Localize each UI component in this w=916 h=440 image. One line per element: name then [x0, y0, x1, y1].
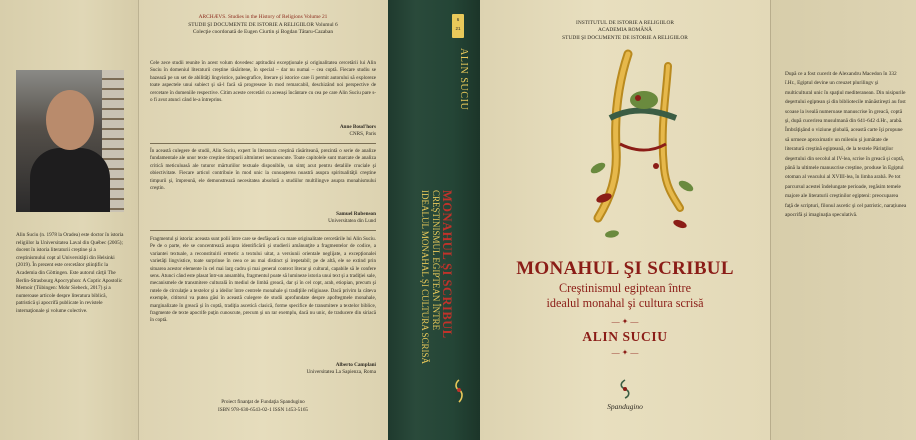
publisher-logo-icon [452, 378, 466, 404]
subtitle-line: idealul monahal şi cultura scrisă [546, 296, 704, 310]
series-info [145, 14, 381, 37]
ornament-divider-icon: — ✦ — [611, 317, 639, 326]
reviewer-name: Samuel Rubenson [336, 211, 376, 217]
academy-name: ACADEMIA ROMÂNĂ [597, 27, 653, 34]
publisher-name: Spandugino [607, 402, 643, 411]
reviewer-name: Anne Boud'hors [339, 124, 376, 130]
review-text: În această culegere de studii, Alin Suciu, expert în literatura creştină răsăriteană, prezintă o serie de analize fundamentale ale unor texte creştine timpurii altminteri necunoscute. Toate capitolele sunt marcate de analiza critică meticuloasă ale tuturor mărturiilor textuale disponibile, un simţ acut pentru detaliile cruciale şi obiectivitate. Fiecare articol contribuie în mod unic la cunoaşterea noastră asupra spiritualităţii creştine timpurii şi, împreună, ele demonstrează necesitatea absolută a studiilor multilingve asupra monahismului creştin. [150, 148, 376, 192]
author-torso [30, 148, 110, 212]
spine-title: MONAHUL ŞI SCRIBUL [440, 190, 454, 339]
publisher-logo-icon [617, 378, 633, 400]
institution-name: INSTITUTUL DE ISTORIE A RELIGIILOR [576, 20, 674, 26]
funding-note: Proiect finanţat de Fundaţia Spandugino [221, 399, 305, 405]
spine-author: ALIN SUCIU [458, 48, 469, 111]
series-name: STUDII ŞI DOCUMENTE DE ISTORIE A RELIGIILOR [562, 34, 688, 41]
reviewer-institution: CNRS, Paris [349, 131, 376, 137]
divider [150, 230, 376, 231]
fold-line [770, 0, 771, 440]
isbn: ISBN 978-630-6543-02-1 ISSN 1453-5165 [217, 407, 309, 413]
review-signature [150, 211, 376, 225]
series-line: Colecţie coordonată de Eugen Ciurtin şi Bogdan Tătaru-Cazaban [192, 29, 334, 35]
fold-line [138, 0, 139, 440]
review-text: Cele zece studii reunite în acest volum dovedesc aptitudini excepţionale şi originalitatea cercetării lui Alin Suciu în domeniul literaturii creştine răsăritene, în special – dar nu numai – cea coptă. Fiecare studiu se bazează pe un set de abilităţi lingvistice, paleografice, literare şi istorice care îi permit autorului să exploreze toate aspectele unui subiect şi să-l facă să progreseze în mod remarcabil, deschizând noi perspective de cercetare în domeniile respective. Citim aceste cercetări cu aceeaşi încântare cu cea pe care Alin Suciu pare s-o fi avut atunci când le-a întreprins. [150, 60, 376, 104]
ornament-divider-icon: — ✦ — [611, 348, 639, 357]
flap-description: După ce a fost cucerit de Alexandru Macedon în 332 î.Hr., Egiptul devine un creuzet plurilingv şi multicultural unic în spaţiul mediteranean. Din nisipurile deşertului egiptean şi din bibliotecile mănăstireşti au fost scoase la iveală numeroase manuscrise în greacă, coptă şi, după cucerirea musulmană din 641-642 d.Hr., arabă. Îmbrăţişând o viziune globală, această carte îşi propune să urmeze aproximativ un mileniu şi jumătate de literatură creştină egipteană, de la textele Părinţilor deşertului din secolul al IV-lea, scrise în greacă şi coptă, până la ultimele manuscrise creştine, produse în Egiptul otoman al veacului al XVIII-lea, în limba arabă. Pe tot parcursul acestei îndelungate perioade, regăsim temele majore ale literaturii creştinilor egipteni: preocuparea faţă de scripturi, filonul ascetic şi cel patristic, narațiunea apocrifă şi imaginaţia speculativă. [785, 71, 907, 219]
author-face [46, 90, 94, 150]
review-text: Fragmentul şi istoria: aceasta sunt polii între care se desfăşoară cu mare originalitate cercetările lui Alin Suciu. Pe de o parte, ele se concentrează asupra identificării şi studierii amănunţite a fragmentelor de codice, a variantei textuale, a reconstituirii ermetic a textului uitat, a versiunii orientale neglijate, a excepţionalei varietăţi lingvistice, toate surprinse în ceea ce au mai distinct şi irepetabil; pe de altă, ele se extind prin situarea acestor elemente în cel mai larg cadru şi mai general context literar şi cultural, capabile să le confere sens. Atunci când este plasat într-un ansamblu, fragmentul poate să lumineze istoria unui text şi a tradiţiei sale, mecanismele de transmitere culturală în mediul de limbă greacă, dar şi în cel copt, arab, etiopian, precum şi rutele de circulaţie a textelor şi a ideilor între centrele monahale şi tradiţiile religioase. Dacă privim la câteva exemple, cititorul va putea găsi în această culegere de studii aprofundate despre apoftegmele monahale, marginalizate în greacă şi în coptă, tradiţia ascetică clasică, forme specifice de transmitere a textelor biblice, fragmente de texte apocrife puţin cunoscute, precum şi un rar exemplu, dacă nu unic, de traducere din siriacă în coptă. [150, 236, 376, 324]
book-author: ALIN SUCIU [582, 329, 668, 344]
spine-subtitle: CREŞTINISMUL EGIPTEAN ÎNTRE [431, 190, 441, 331]
author-photo [16, 70, 124, 212]
divider [150, 143, 376, 144]
illuminated-letter-icon [580, 48, 700, 248]
author-bio: Alin Suciu (n. 1978 la Oradea) este doctor în istoria religiilor la Universitatea Laval din Québec (2005); docent în istoria literaturii creştine şi a creştinismului copt al Universităţii din Helsinki (2019). În prezent este cercetător ştiinţific la Academia din Göttingen. Este autorul cărţii The Berlin-Strasbourg Apocryphon: A Coptic Apostolic Memoir (Tübingen: Mohr Siebeck, 2017) şi a numeroase articole despre literatura biblică, patristică şi apocrifă publicate în revistele internaţionale şi volume colective. [16, 232, 124, 314]
reviewer-institution: Universitatea La Sapienza, Roma [306, 369, 376, 375]
review-signature [150, 124, 376, 138]
spine-subtitle: IDEALUL MONAHAL ŞI CULTURA SCRISĂ [420, 190, 430, 365]
reviewer-institution: Universitatea din Lund [328, 218, 376, 224]
series-line: STUDII ŞI DOCUMENTE DE ISTORIE A RELIGIILOR Volumul 6 [188, 21, 338, 28]
book-title: MONAHUL ŞI SCRIBUL [516, 258, 734, 279]
subtitle-line: Creştinismul egiptean între [558, 281, 691, 295]
reviewer-name: Alberto Camplani [335, 362, 376, 368]
left-flap [0, 0, 138, 440]
series-number-bottom: 21 [455, 26, 461, 31]
volume-number: 6 [456, 17, 460, 22]
review-signature [150, 362, 376, 376]
book-subtitle [480, 281, 770, 311]
back-footer [150, 398, 376, 414]
institution-header [487, 20, 763, 42]
series-line: ARCHÆVS. Studies in the History of Religions Volume 21 [198, 14, 328, 20]
